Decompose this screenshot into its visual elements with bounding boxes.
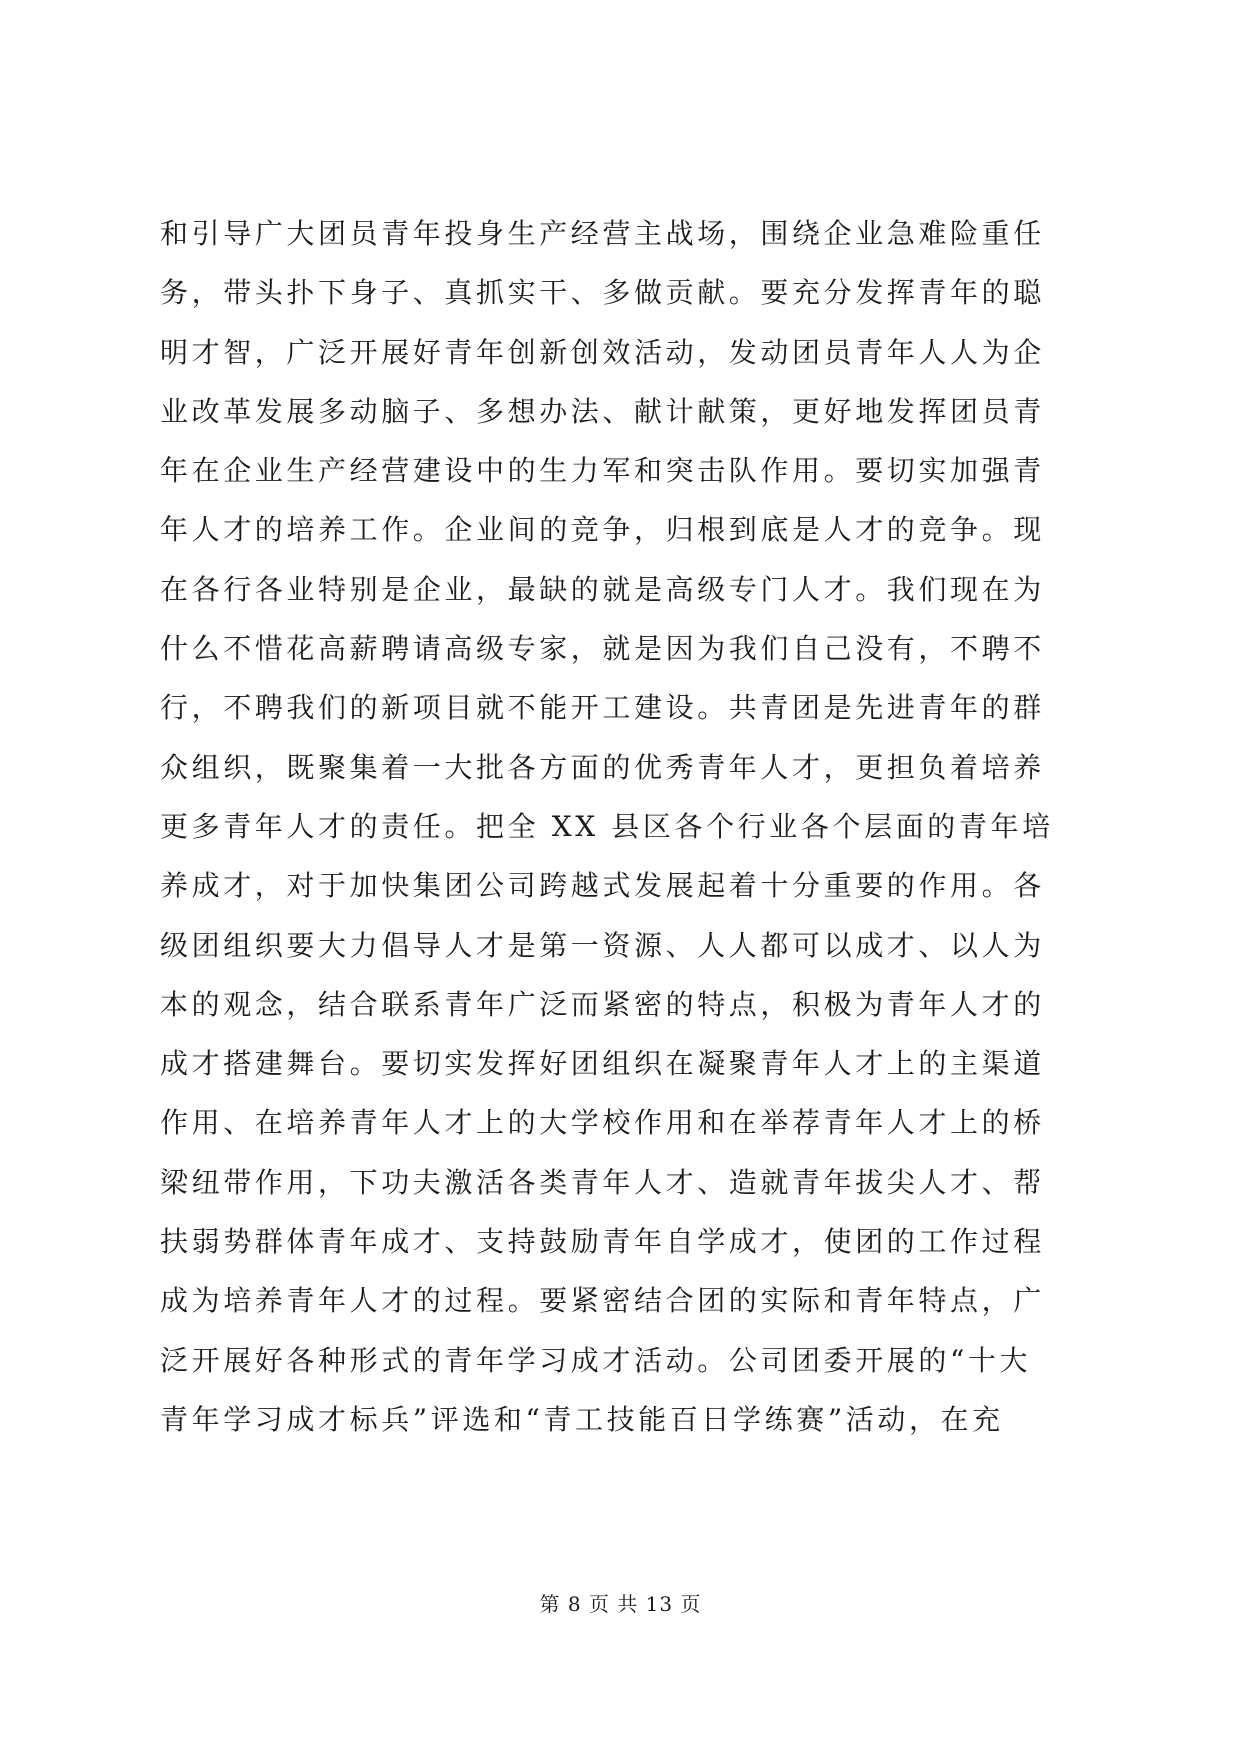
- text-line: 青年学习成才标兵”评选和“青工技能百日学练赛”活动，在充: [160, 1402, 1004, 1436]
- text-line: 梁纽带作用，下功夫激活各类青年人才、造就青年拔尖人才、帮: [160, 1165, 1045, 1199]
- text-line: 年人才的培养工作。企业间的竞争，归根到底是人才的竞争。现: [160, 513, 1045, 547]
- text-line: 更多青年人才的责任。把全 XX 县区各个行业各个层面的青年培: [160, 809, 1054, 843]
- text-line: 成才搭建舞台。要切实发挥好团组织在凝聚青年人才上的主渠道: [160, 1047, 1045, 1081]
- text-line: 业改革发展多动脑子、多想办法、献计献策，更好地发挥团员青: [160, 394, 1045, 428]
- text-line: 明才智，广泛开展好青年创新创效活动，发动团员青年人人为企: [160, 335, 1045, 369]
- body-text: [160, 204, 1090, 1449]
- text-line: 在各行各业特别是企业，最缺的就是高级专门人才。我们现在为: [160, 572, 1045, 606]
- text-line: 级团组织要大力倡导人才是第一资源、人人都可以成才、以人为: [160, 928, 1045, 962]
- text-line: 养成才，对于加快集团公司跨越式发展起着十分重要的作用。各: [160, 869, 1045, 903]
- text-line: 扶弱势群体青年成才、支持鼓励青年自学成才，使团的工作过程: [160, 1225, 1045, 1259]
- text-line: 年在企业生产经营建设中的生力军和突击队作用。要切实加强青: [160, 454, 1045, 488]
- text-line: 泛开展好各种形式的青年学习成才活动。公司团委开展的“十大: [160, 1343, 1032, 1377]
- text-line: 众组织，既聚集着一大批各方面的优秀青年人才，更担负着培养: [160, 750, 1045, 784]
- text-line: 行，不聘我们的新项目就不能开工建设。共青团是先进青年的群: [160, 691, 1045, 725]
- text-line: 和引导广大团员青年投身生产经营主战场，围绕企业急难险重任: [160, 217, 1045, 250]
- page-number-footer: 第 8 页 共 13 页: [539, 1592, 702, 1616]
- text-line: 务，带头扑下身子、真抓实干、多做贡献。要充分发挥青年的聪: [160, 276, 1045, 310]
- text-line: 本的观念，结合联系青年广泛而紧密的特点，积极为青年人才的: [160, 987, 1045, 1021]
- text-line: 作用、在培养青年人才上的大学校作用和在举荐青年人才上的桥: [160, 1106, 1045, 1140]
- text-line: 成为培养青年人才的过程。要紧密结合团的实际和青年特点，广: [160, 1284, 1045, 1318]
- text-line: 什么不惜花高薪聘请高级专家，就是因为我们自己没有，不聘不: [160, 632, 1045, 666]
